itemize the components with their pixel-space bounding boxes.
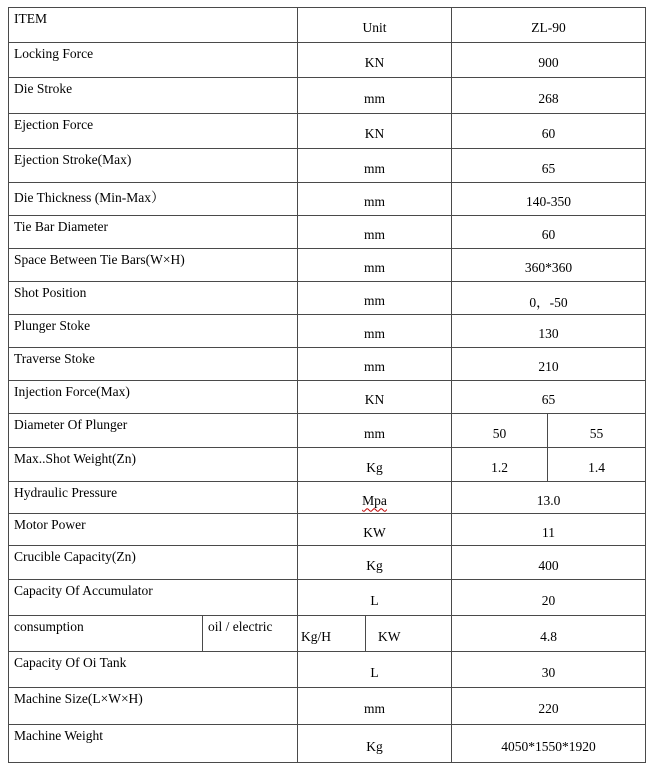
row-value: 210 [452, 348, 646, 381]
row-unit: mm [298, 216, 452, 249]
row-value: 30 [452, 652, 646, 688]
row-value: 900 [452, 43, 646, 78]
row-item: Hydraulic Pressure [9, 482, 298, 514]
table-row [9, 315, 646, 348]
row-item: Machine Weight [9, 725, 298, 763]
table-row [9, 348, 646, 381]
row-value: 60 [452, 216, 646, 249]
row-unit: mm [298, 249, 452, 282]
table-row [9, 282, 646, 315]
row-unit: Kg [298, 725, 452, 763]
table-row [9, 688, 646, 725]
row-unit: KW [298, 514, 452, 546]
consumption-value: 4.8 [452, 616, 646, 652]
row-unit: mm [298, 688, 452, 725]
row-unit: mm [298, 348, 452, 381]
row-item: Plunger Stoke [9, 315, 298, 348]
consumption-unit-oil: Kg/H [298, 616, 366, 652]
row-item: Die Stroke [9, 78, 298, 114]
row-item: Capacity Of Oi Tank [9, 652, 298, 688]
row-unit: Kg [298, 448, 452, 482]
table-row [9, 414, 646, 448]
row-item: Max..Shot Weight(Zn) [9, 448, 298, 482]
row-value: 65 [452, 381, 646, 414]
row-unit: mm [298, 78, 452, 114]
row-value-b: 1.4 [548, 448, 646, 482]
table-row [9, 114, 646, 149]
row-item: Diameter Of Plunger [9, 414, 298, 448]
table-row [9, 78, 646, 114]
table-row [9, 249, 646, 282]
row-item: Machine Size(L×W×H) [9, 688, 298, 725]
row-unit: mm [298, 282, 452, 315]
table-row [9, 725, 646, 763]
row-item: Injection Force(Max) [9, 381, 298, 414]
consumption-row [9, 616, 646, 652]
table-row [9, 546, 646, 580]
row-unit: L [298, 580, 452, 616]
row-value: 20 [452, 580, 646, 616]
row-value: 0，-50 [452, 282, 646, 315]
table-row [9, 580, 646, 616]
row-item: Locking Force [9, 43, 298, 78]
row-value: 220 [452, 688, 646, 725]
row-value: 360*360 [452, 249, 646, 282]
row-item: Tie Bar Diameter [9, 216, 298, 249]
row-unit [298, 482, 452, 514]
row-unit: KN [298, 43, 452, 78]
row-value: 11 [452, 514, 646, 546]
row-item: Ejection Force [9, 114, 298, 149]
row-value: 140-350 [452, 183, 646, 216]
header-row [9, 8, 646, 43]
table-row [9, 381, 646, 414]
row-unit: mm [298, 183, 452, 216]
table-row [9, 652, 646, 688]
consumption-type: oil / electric [203, 616, 298, 652]
row-value-b: 55 [548, 414, 646, 448]
table-row [9, 149, 646, 183]
row-item: Shot Position [9, 282, 298, 315]
table-row [9, 216, 646, 249]
row-value-a: 1.2 [452, 448, 548, 482]
row-item: Capacity Of Accumulator [9, 580, 298, 616]
table-row [9, 482, 646, 514]
row-item: Crucible Capacity(Zn) [9, 546, 298, 580]
row-value: 60 [452, 114, 646, 149]
row-unit: Kg [298, 546, 452, 580]
row-unit-text: Mpa [362, 492, 387, 508]
table-row [9, 514, 646, 546]
row-unit: L [298, 652, 452, 688]
row-unit: KN [298, 114, 452, 149]
row-item: Ejection Stroke(Max) [9, 149, 298, 183]
table-row [9, 43, 646, 78]
spec-table [8, 7, 646, 763]
row-unit: KN [298, 381, 452, 414]
row-item: Die Thickness (Min-Max） [9, 183, 298, 216]
row-value: 268 [452, 78, 646, 114]
table-row [9, 448, 646, 482]
header-item: ITEM [9, 8, 298, 43]
header-unit: Unit [298, 8, 452, 43]
row-item: Space Between Tie Bars(W×H) [9, 249, 298, 282]
header-model: ZL-90 [452, 8, 646, 43]
row-unit: mm [298, 149, 452, 183]
row-value-a: 50 [452, 414, 548, 448]
row-value: 4050*1550*1920 [452, 725, 646, 763]
row-item: Traverse Stoke [9, 348, 298, 381]
row-value: 13.0 [452, 482, 646, 514]
consumption-unit-elec: KW [366, 616, 452, 652]
table-row [9, 183, 646, 216]
row-value: 65 [452, 149, 646, 183]
row-unit: mm [298, 414, 452, 448]
row-unit: mm [298, 315, 452, 348]
consumption-item: consumption [9, 616, 203, 652]
row-value: 130 [452, 315, 646, 348]
row-value: 400 [452, 546, 646, 580]
row-item: Motor Power [9, 514, 298, 546]
